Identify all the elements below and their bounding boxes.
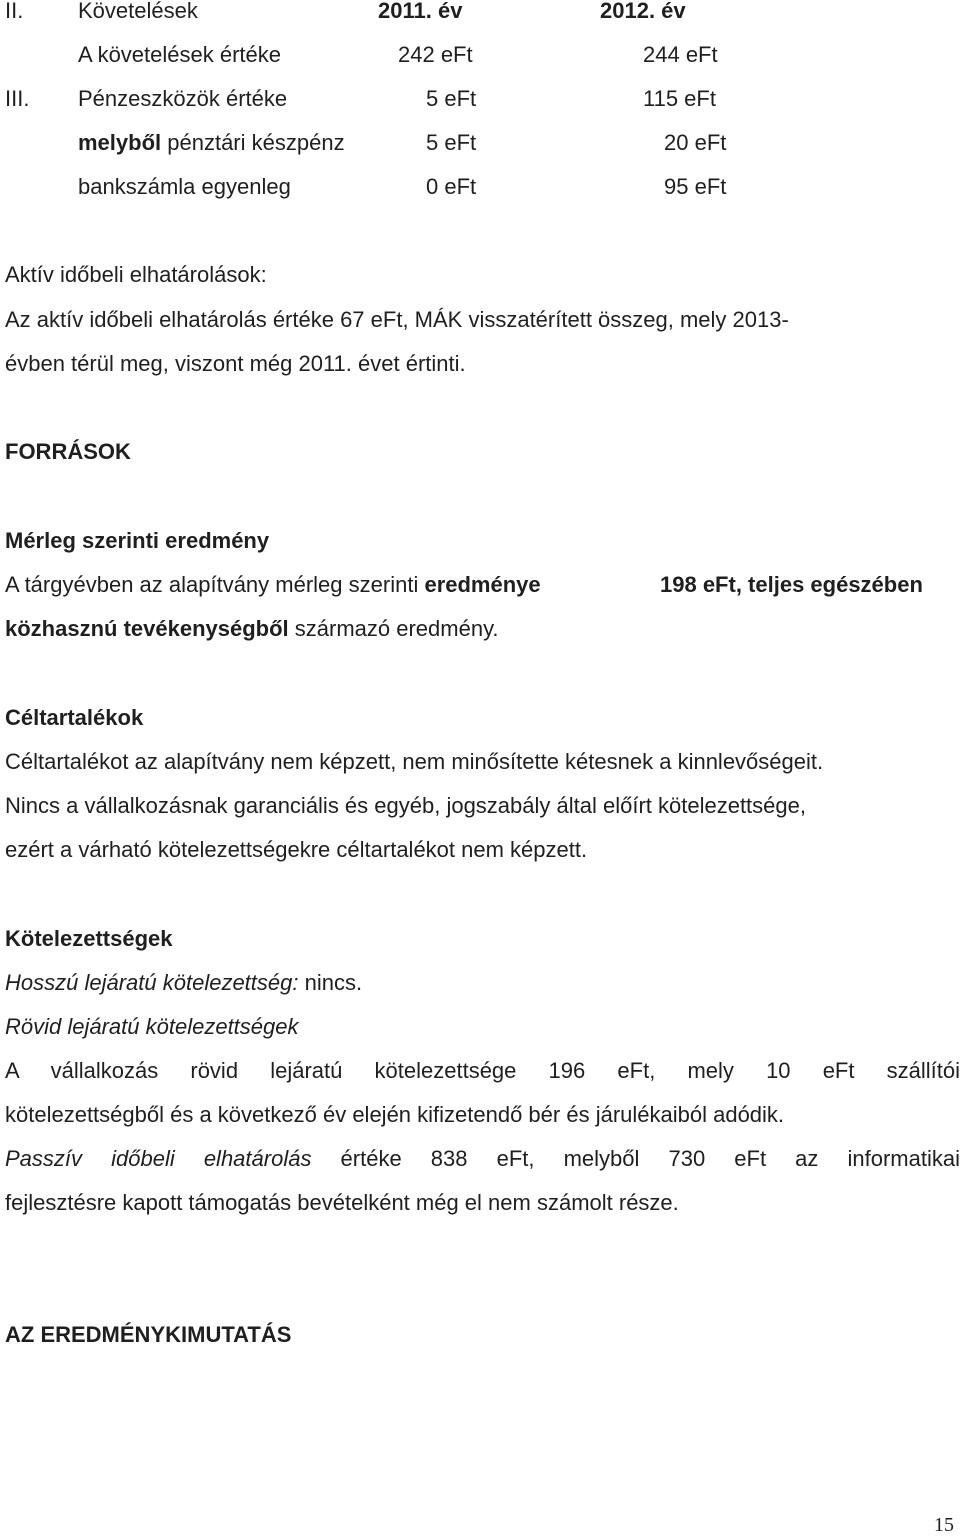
value-2011: 242 eFt (398, 42, 473, 67)
passive-accrual-text: értéke 838 eFt, melyből 730 eFt az informatikai (311, 1146, 960, 1171)
accruals-line: évben térül meg, viszont még 2011. évet értinti. (5, 351, 466, 376)
result-amount: 198 eFt, teljes egészében (660, 572, 923, 597)
page-number: 15 (934, 1514, 954, 1536)
row-label: Követelések (78, 0, 198, 23)
row-label: bankszámla egyenleg (78, 174, 291, 199)
roman-numeral: II. (5, 0, 24, 23)
accruals-line: Az aktív időbeli elhatárolás értéke 67 eFt, MÁK visszatérített összeg, mely 2013- (5, 307, 789, 332)
roman-numeral: III. (5, 86, 30, 111)
result-emphasis: közhasznú tevékenységből (5, 616, 289, 641)
result-heading: Mérleg szerinti eredmény (5, 528, 270, 553)
provisions-heading: Céltartalékok (5, 705, 144, 730)
short-term-heading: Rövid lejáratú kötelezettségek (5, 1014, 299, 1039)
value-2012: 20 eFt (664, 130, 727, 155)
row-label-text: pénztári készpénz (161, 130, 345, 155)
accruals-heading: Aktív időbeli elhatárolások: (5, 262, 267, 287)
section-heading-sources: FORRÁSOK (5, 439, 131, 464)
value-2012: 244 eFt (643, 42, 718, 67)
provisions-line: Céltartalékot az alapítvány nem képzett, nem minősítette kétesnek a kinnlevőségeit. (5, 749, 824, 774)
value-2011: 0 eFt (426, 174, 477, 199)
short-term-line: kötelezettségből és a következő év elején kifizetendő bér és járulékaiból adódik. (5, 1102, 785, 1127)
row-label (78, 130, 345, 156)
value-2012: 95 eFt (664, 174, 727, 199)
passive-accrual-label: Passzív időbeli elhatárolás (5, 1146, 312, 1171)
row-label: A követelések értéke (78, 42, 282, 67)
result-text: A tárgyévben az alapítvány mérleg szerinti (5, 572, 425, 597)
row-label: Pénzeszközök értéke (78, 86, 288, 111)
value-2011: 5 eFt (426, 130, 477, 155)
short-term-line: A vállalkozás rövid lejáratú kötelezettsége 196 eFt, mely 10 eFt szállítói (5, 1058, 960, 1083)
result-text: származó eredmény. (288, 616, 499, 641)
column-header-2011: 2011. év (378, 0, 463, 23)
passive-accrual-line: fejlesztésre kapott támogatás bevételként még el nem számolt része. (5, 1190, 679, 1215)
passive-accrual-line (5, 1146, 960, 1172)
long-term-liability (5, 970, 362, 996)
result-emphasis: eredménye (424, 572, 541, 597)
long-term-label: Hosszú lejáratú kötelezettség: (5, 970, 299, 995)
value-2011: 5 eFt (426, 86, 477, 111)
column-header-2012: 2012. év (600, 0, 686, 23)
section-heading-income-statement: AZ EREDMÉNYKIMUTATÁS (5, 1322, 292, 1347)
long-term-value: nincs. (298, 970, 363, 995)
liabilities-heading: Kötelezettségek (5, 926, 173, 951)
provisions-line: ezért a várható kötelezettségekre céltartalékot nem képzett. (5, 837, 588, 862)
value-2012: 115 eFt (643, 86, 716, 111)
row-label-emphasis: melyből (78, 130, 162, 155)
result-line (5, 616, 499, 642)
result-line (5, 572, 541, 598)
provisions-line: Nincs a vállalkozásnak garanciális és egyéb, jogszabály által előírt kötelezettsége, (5, 793, 806, 818)
